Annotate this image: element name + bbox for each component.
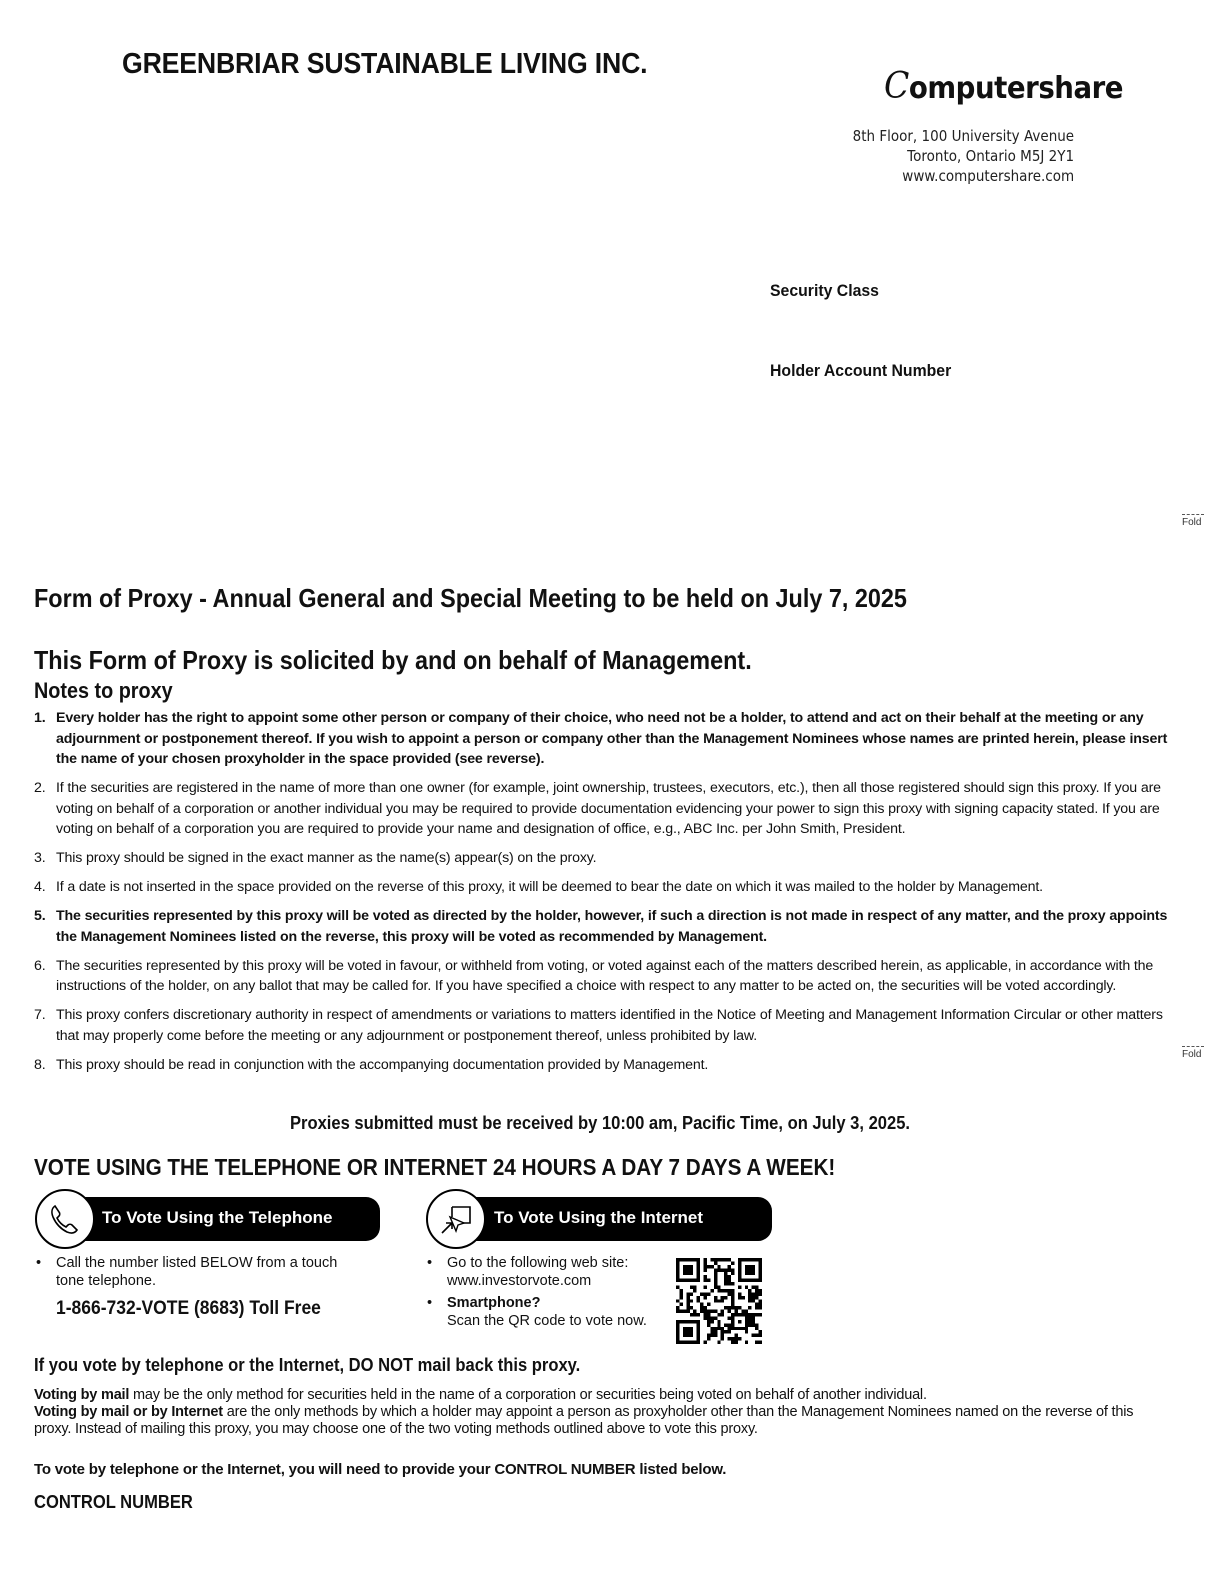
holder-account-label: Holder Account Number (770, 361, 952, 380)
note-item: 6. The securities represented by this proxy will be voted in favour, or withheld from voting, or voted against each of the matters described herein, as applicable, in accordance with the instructions of the holder, on any ballot that may be called for. If you have specified a choice with respect to any matter to be acted on, the securities will be voted accordingly. (34, 957, 1154, 994)
telephone-number: 1-866-732-VOTE (8683) Toll Free (56, 1298, 321, 1319)
telephone-title: To Vote Using the Telephone (102, 1208, 333, 1227)
mail-voting-text: Voting by mail may be the only method for securities held in the name of a corporation or securities being voted on behalf of another individual. Voting by mail or by Internet are the only methods by which a holder may appoint a person as proxyholder other than the Management Nominees named on the reverse of this proxy. Instead of mailing this proxy, you may choose one of the two voting methods outlined above to vote this proxy. (34, 1387, 1134, 1437)
note-item: 5. The securities represented by this proxy will be voted as directed by the holder, however, if such a direction is not made in respect of any matter, and the proxy appoints the Management Nominees listed on the reverse, this proxy will be voted as recommended by Management. (34, 908, 1168, 945)
notes-heading: Notes to proxy (34, 678, 173, 703)
control-number-intro: To vote by telephone or the Internet, you will need to provide your CONTROL NUMBER listed below. (34, 1461, 727, 1478)
security-class-label: Security Class (770, 281, 879, 300)
qr-code[interactable] (676, 1258, 762, 1344)
fold-mark: Fold (1182, 1046, 1204, 1060)
note-item: 4. If a date is not inserted in the space provided on the reverse of this proxy, it will be deemed to bear the date on which it was mailed to the holder by Management. (34, 879, 1043, 895)
address-website: www.computershare.com (902, 167, 1074, 185)
form-title: Form of Proxy - Annual General and Special Meeting to be held on July 7, 2025 (34, 583, 907, 613)
fold-mark: Fold (1182, 514, 1204, 528)
company-name: GREENBRIAR SUSTAINABLE LIVING INC. (122, 48, 648, 80)
note-item: 1. Every holder has the right to appoint some other person or company of their choice, who need not be a holder, to attend and act on their behalf at the meeting or any adjournment or postponement thereof. If you wish to appoint a person or company other than the Management Nominees whose names are printed herein, please insert the name of your chosen proxyholder in the space provided (see reverse). (34, 710, 1168, 767)
solicitation-heading: This Form of Proxy is solicited by and on behalf of Management. (34, 645, 752, 675)
do-not-mail-warning: If you vote by telephone or the Internet, DO NOT mail back this proxy. (34, 1355, 581, 1375)
address-line: 8th Floor, 100 University Avenue (852, 127, 1074, 145)
smartphone-instruction: • Smartphone? Scan the QR code to vote now. (427, 1294, 677, 1330)
phone-icon (35, 1189, 95, 1249)
deadline-text: Proxies submitted must be received by 10:00 am, Pacific Time, on July 3, 2025. (289, 1113, 911, 1133)
control-number-label: CONTROL NUMBER (34, 1492, 193, 1512)
note-item: 2. If the securities are registered in the name of more than one owner (for example, joint ownership, trustees, executors, etc.), then all those registered should sign this proxy. If you are voting on behalf of a corporation or another individual you may be required to provide documentation evidencing your power to sign this proxy with signing capacity stated. If you are voting on behalf of a corporation you are required to provide your name and designation of office, e.g., ABC Inc. per John Smith, President. (34, 780, 1161, 837)
computershare-logo: Computershare (884, 66, 1124, 107)
note-item: 7. This proxy confers discretionary authority in respect of amendments or variations to matters identified in the Notice of Meeting and Management Information Circular or other matters that may properly come before the meeting or any adjournment or postponement thereof, unless prohibited by law. (34, 1007, 1163, 1044)
telephone-banner (62, 1197, 380, 1241)
vote-heading: VOTE USING THE TELEPHONE OR INTERNET 24 HOURS A DAY 7 DAYS A WEEK! (34, 1154, 836, 1180)
address-line: Toronto, Ontario M5J 2Y1 (907, 147, 1074, 165)
notes-list (34, 708, 1174, 1084)
cursor-screen-icon (426, 1189, 486, 1249)
internet-title: To Vote Using the Internet (494, 1208, 704, 1227)
investorvote-link[interactable]: www.investorvote.com (447, 1273, 592, 1289)
telephone-instruction: • Call the number listed BELOW from a touch tone telephone. (36, 1254, 366, 1290)
internet-banner (452, 1197, 772, 1241)
note-item: 3. This proxy should be signed in the exact manner as the name(s) appear(s) on the proxy. (34, 850, 597, 866)
internet-instruction: • Go to the following web site: www.investorvote.com (427, 1254, 677, 1290)
agent-address (852, 126, 1074, 186)
note-item: 8. This proxy should be read in conjunction with the accompanying documentation provided by Management. (34, 1056, 709, 1073)
